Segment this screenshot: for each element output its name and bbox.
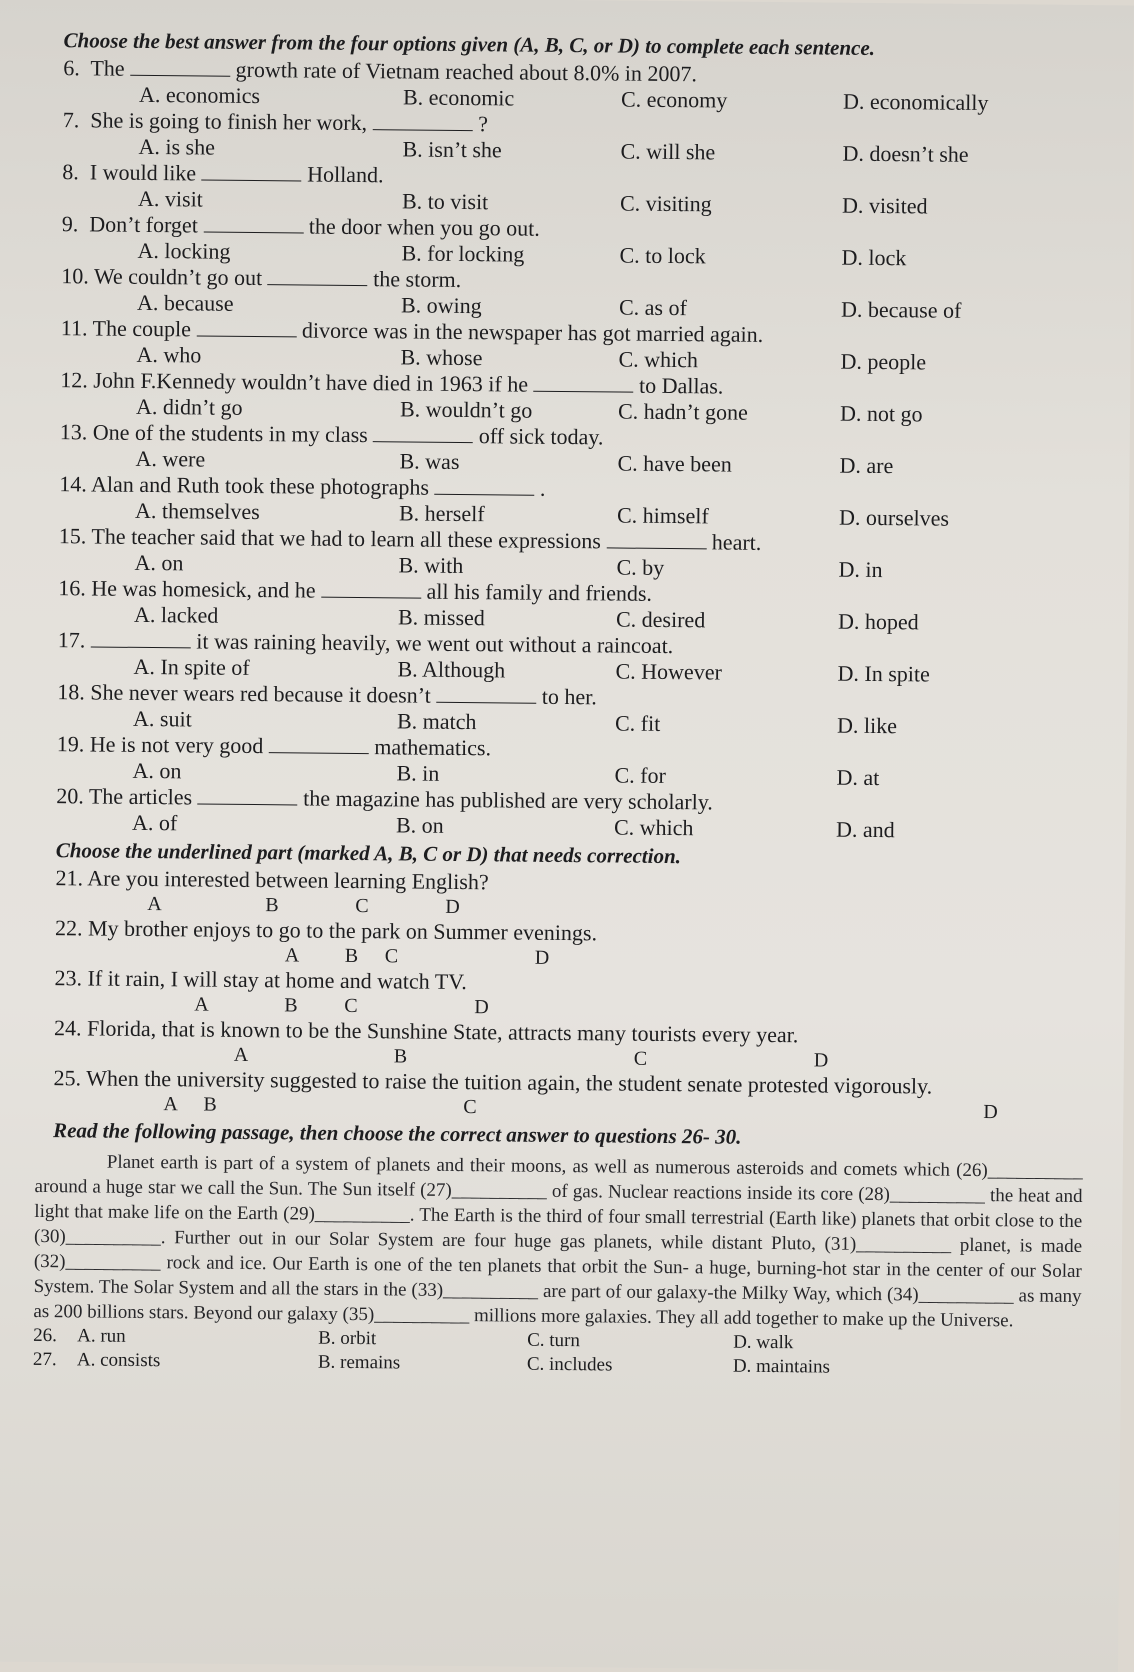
stem-text-before: 16. He was homesick, and he: [58, 575, 322, 603]
option-d: D. lock: [841, 244, 907, 271]
stem-text-after: heart.: [706, 529, 762, 555]
option-c: C. hadn’t gone: [617, 398, 748, 425]
option-b: B. wouldn’t go: [399, 396, 533, 423]
answer-blank: [606, 531, 706, 549]
stem-text-before: 20. The articles: [56, 783, 198, 810]
option-d: D. maintains: [732, 1355, 831, 1378]
section2-instruction: Choose the underlined part (marked A, B, C or D) that needs correction.: [55, 838, 682, 869]
option-c: C. which: [613, 814, 694, 841]
question: [61, 263, 1091, 325]
stem-text-after: growth rate of Vietnam reached about 8.0% in 2007.: [230, 56, 698, 87]
option-b: B. in: [396, 760, 440, 786]
option-b: B. missed: [397, 604, 485, 631]
option-a: A. is she: [138, 133, 216, 160]
question: [59, 419, 1089, 481]
stem-text-before: 8. I would like: [62, 159, 202, 186]
question: [58, 523, 1088, 585]
option-a: A. on: [134, 549, 184, 576]
option-a: A. locking: [137, 237, 231, 264]
option-a: A. on: [132, 757, 182, 784]
reading-passage: [33, 1149, 1083, 1334]
correction-question: [54, 1015, 1084, 1075]
option-d: D. In spite: [837, 660, 930, 687]
option-d: D. ourselves: [838, 504, 950, 531]
option-c: C. visiting: [619, 190, 712, 217]
label-a: A: [194, 993, 209, 1016]
stem-text-after: ?: [472, 111, 489, 137]
answer-blank: [268, 268, 368, 286]
stem-text-after: the storm.: [367, 266, 462, 292]
option-c: C. However: [615, 658, 722, 685]
answer-blank: [203, 216, 303, 234]
correction-sentence: 23. If it rain, I will stay at home and watch TV.: [54, 965, 467, 995]
option-d: D. economically: [842, 88, 989, 116]
stem-text-before: 7. She is going to finish her work,: [62, 107, 373, 136]
option-d: D. visited: [841, 192, 928, 219]
answer-blank: [434, 478, 534, 496]
stem-text-before: 9. Don’t forget: [61, 211, 204, 238]
label-a: A: [163, 1093, 178, 1116]
option-d: D. not go: [839, 400, 923, 427]
option-a: A. themselves: [134, 497, 260, 525]
stem-text-after: all his family and friends.: [420, 578, 653, 606]
stem-text-before: 13. One of the students in my class: [59, 419, 374, 448]
stem-text-after: it was raining heavily, we went out without a raincoat.: [190, 628, 674, 659]
stem-text-after: Holland.: [301, 161, 384, 188]
option-d: D. people: [840, 348, 927, 375]
label-d: D: [534, 946, 550, 969]
option-c: C. economy: [620, 86, 728, 113]
option-d: D. because of: [840, 296, 962, 323]
option-c: C. which: [618, 346, 699, 373]
question: [56, 731, 1086, 793]
option-c: C. as of: [618, 294, 688, 321]
option-a: A. of: [131, 809, 178, 836]
option-d: D. like: [836, 712, 898, 739]
label-c: C: [463, 1096, 477, 1119]
option-d: D. hoped: [837, 608, 919, 635]
stem-text-after: to Dallas.: [633, 372, 724, 399]
stem-text-after: the door when you go out.: [303, 213, 540, 241]
answer-blank: [91, 630, 191, 648]
correction-question: [55, 865, 1085, 925]
section2-questions: [35, 865, 1085, 1125]
option-b: B. with: [398, 552, 464, 579]
stem-text-after: to her.: [536, 683, 597, 710]
option-d: D. at: [836, 764, 880, 791]
option-c: C. have been: [617, 450, 732, 477]
label-d: D: [813, 1049, 829, 1072]
option-b: B. on: [395, 812, 444, 838]
stem-text-after: divorce was in the newspaper has got married again.: [296, 317, 764, 347]
section3-questions: [33, 1324, 1081, 1382]
option-a: A. consists: [76, 1349, 161, 1372]
option-b: B. for locking: [401, 240, 525, 267]
question: [59, 471, 1089, 533]
option-c: C. by: [616, 554, 665, 580]
stem-text-before: 19. He is not very good: [56, 731, 269, 759]
option-b: B. was: [399, 448, 460, 474]
stem-text-before: 15. The teacher said that we had to learn all these expressions: [58, 523, 607, 554]
question: [63, 55, 1093, 117]
answer-blank: [202, 164, 302, 182]
correction-sentence: 22. My brother enjoys to go to the park on Summer evenings.: [54, 915, 598, 946]
stem-text-before: 14. Alan and Ruth took these photographs: [59, 471, 435, 500]
label-d: D: [983, 1101, 998, 1124]
option-c: C. to lock: [619, 242, 706, 269]
option-a: A. lacked: [133, 601, 219, 628]
option-c: C. includes: [526, 1353, 613, 1376]
option-a: A. visit: [137, 185, 203, 212]
stem-text-after: .: [534, 475, 546, 501]
answer-blank: [533, 375, 633, 393]
answer-blank: [130, 59, 230, 77]
stem-text-after: mathematics.: [368, 734, 492, 761]
question: [60, 367, 1090, 429]
question: [56, 783, 1086, 845]
option-b: B. whose: [400, 344, 483, 371]
option-c: C. will she: [620, 138, 716, 165]
question: [57, 679, 1087, 741]
stem-text-before: 12. John F.Kennedy wouldn’t have died in 1963 if he: [60, 367, 534, 397]
label-b: B: [393, 1045, 408, 1068]
option-a: A. economics: [138, 81, 261, 109]
question-number: 27.: [32, 1348, 57, 1371]
option-c: C. fit: [614, 710, 661, 736]
answer-blank: [321, 581, 421, 599]
option-a: A. were: [135, 445, 206, 472]
section1-questions: [38, 55, 1093, 845]
label-a: A: [233, 1043, 249, 1066]
question: [57, 627, 1087, 689]
stem-text-before: 6. The: [63, 55, 131, 81]
option-b: B. owing: [400, 292, 482, 319]
stem-text-after: the magazine has published are very scholarly.: [297, 785, 713, 815]
option-c: C. for: [614, 762, 667, 788]
question: [58, 575, 1088, 637]
label-b: B: [265, 894, 279, 917]
answer-blank: [269, 736, 369, 754]
correction-sentence: 21. Are you interested between learning English?: [55, 865, 489, 895]
option-d: D. and: [835, 816, 895, 843]
option-b: B. to visit: [401, 188, 489, 215]
answer-blank: [196, 319, 296, 337]
stem-text-before: 17.: [57, 627, 91, 653]
label-a: A: [147, 893, 162, 916]
label-b: B: [203, 1093, 217, 1116]
option-b: B. remains: [317, 1351, 401, 1374]
stem-text-before: 10. We couldn’t go out: [61, 263, 268, 291]
option-b: B. orbit: [318, 1327, 377, 1350]
option-d: D. are: [839, 452, 894, 479]
answer-blank: [436, 686, 536, 704]
section1-instruction: Choose the best answer from the four options given (A, B, C, or D) to complete each sentence.: [63, 28, 876, 60]
label-c: C: [384, 945, 399, 968]
label-c: C: [344, 994, 358, 1018]
question: [61, 211, 1091, 273]
label-d: D: [474, 996, 489, 1019]
passage-text: Planet earth is part of a system of planets and their moons, as well as numerous asteroids and comets which (26)__________ around a huge star we call the Sun. The Sun itself (27)__________ of gas. Nuclear reactions inside its core (28)__________ the heat and light that make life on the Earth (29)__________. The Earth is the third of four small terrestrial (Earth like) planets that orbit close to the (30)__________. Further out in our Solar System are four huge gas planets, while distant Pluto, (31)__________ planet, is made (32)__________ rock and ice. Our Earth is one of the ten planets that orbit the Sun- a huge, burning-hot star in the center of our Solar System. The Solar System and all the stars in the (33)__________ are part of our galaxy-the Milky Way, which (34)__________ as many as 200 billions stars. Beyond our galaxy (35)__________ millions more galaxies. They all add together to make up the Universe.: [33, 1151, 1083, 1332]
option-b: B. match: [396, 708, 477, 735]
option-c: C. turn: [527, 1329, 581, 1352]
label-c: C: [633, 1047, 648, 1070]
label-b: B: [344, 944, 359, 968]
stem-text-before: 11. The couple: [60, 315, 197, 342]
option-a: A. who: [136, 341, 202, 368]
correction-sentence: 25. When the university suggested to raise the tuition again, the student senate protested vigorously.: [53, 1065, 933, 1099]
option-d: D. doesn’t she: [842, 140, 969, 167]
answer-blank: [373, 113, 473, 131]
question-number: 26.: [33, 1324, 58, 1347]
question: [62, 159, 1092, 221]
option-c: C. himself: [616, 502, 709, 529]
label-b: B: [284, 994, 298, 1017]
option-a: A. because: [136, 289, 234, 316]
correction-question: [54, 965, 1084, 1025]
label-a: A: [284, 944, 300, 967]
label-d: D: [445, 895, 460, 919]
option-b: B. economic: [402, 84, 515, 111]
option-a: A. run: [77, 1325, 126, 1347]
option-a: A. suit: [132, 705, 192, 732]
answer-blank: [198, 787, 298, 805]
correction-question: [55, 915, 1085, 975]
correction-question: [53, 1065, 1083, 1125]
question: [60, 315, 1090, 377]
label-c: C: [355, 895, 369, 918]
option-c: C. desired: [615, 606, 706, 633]
stem-text-after: off sick today.: [473, 423, 604, 450]
option-a: A. In spite of: [133, 653, 250, 680]
correction-sentence: 24. Florida, that is known to be the Sunshine State, attracts many tourists every year.: [53, 1015, 799, 1048]
stem-text-before: 18. She never wears red because it doesn’t: [57, 679, 437, 708]
option-b: B. Although: [397, 656, 506, 683]
answer-blank: [373, 425, 473, 443]
option-b: B. herself: [398, 500, 485, 527]
option-b: B. isn’t she: [402, 136, 502, 163]
option-d: D. walk: [733, 1331, 794, 1354]
section3-instruction: Read the following passage, then choose the correct answer to questions 26- 30.: [53, 1118, 742, 1149]
option-d: D. in: [838, 556, 883, 583]
question: [62, 107, 1092, 169]
option-a: A. didn’t go: [135, 393, 243, 420]
